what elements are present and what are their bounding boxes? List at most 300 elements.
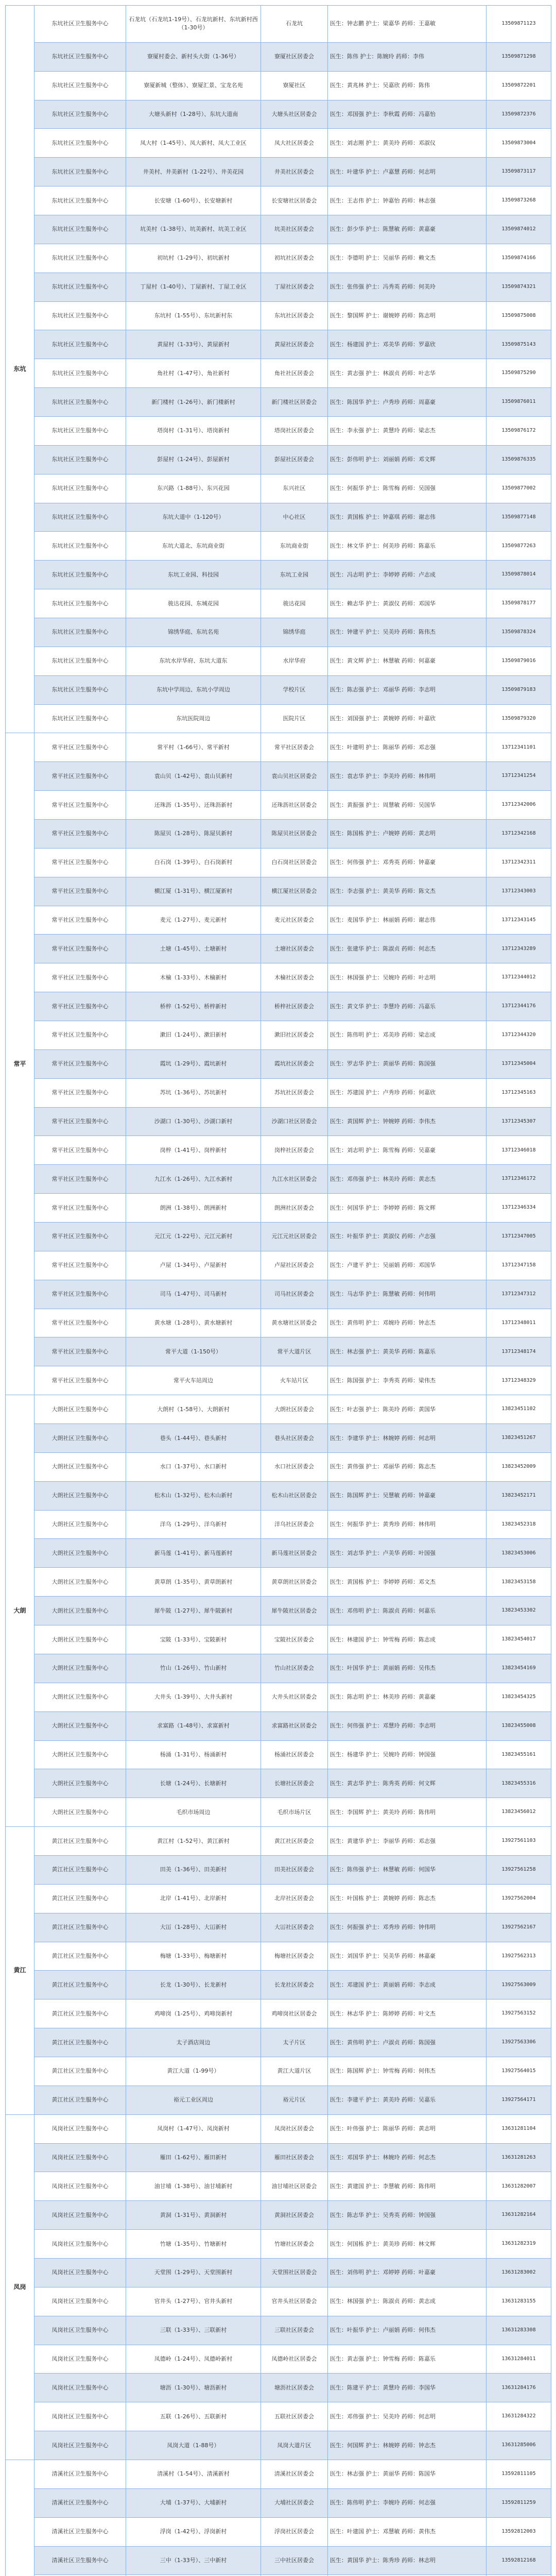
address-cell: 麦元（1-27号）、麦元新村 xyxy=(126,906,261,935)
address-cell: 木棆（1-33号）、木棆新村 xyxy=(126,963,261,992)
staff-cell: 医生：叶振华 护士：黄淑仪 药师：卢志强 xyxy=(328,1223,486,1251)
unit-cell: 凤岗社区卫生服务中心 xyxy=(34,2230,126,2259)
table-row xyxy=(6,963,551,992)
staff-cell: 医生：黄志强 护士：钟雪梅 药师：陈嘉乐 xyxy=(328,2345,486,2374)
unit-cell: 东坑社区卫生服务中心 xyxy=(34,129,126,158)
staff-cell: 医生：黄国栋 护士：钟嘉琪 药师：谢志伟 xyxy=(328,503,486,532)
address-cell: 犀牛陂（1-27号）、犀牛陂新村 xyxy=(126,1597,261,1625)
table-row xyxy=(6,561,551,589)
address-cell: 新门楼村（1-26号）、新门楼新村 xyxy=(126,388,261,417)
address-cell: 白石岗（1-39号）、白石岗新村 xyxy=(126,848,261,877)
table-row xyxy=(6,1568,551,1597)
phone-cell: 13509876011 xyxy=(486,388,551,417)
address-cell: 松木山（1-32号）、松木山新村 xyxy=(126,1481,261,1510)
staff-cell: 医生：邓伟强 护士：吴美玲 药师：何志明 xyxy=(328,2402,486,2431)
site-cell: 田美社区居委会 xyxy=(261,1855,328,1884)
unit-cell: 东坑社区卫生服务中心 xyxy=(34,416,126,445)
site-cell: 黄江社区居委会 xyxy=(261,1827,328,1856)
unit-cell: 常平社区卫生服务中心 xyxy=(34,848,126,877)
site-cell: 桥梓社区居委会 xyxy=(261,992,328,1021)
phone-cell: 13712345004 xyxy=(486,1049,551,1078)
staff-cell: 医生：彭伟明 护士：刘丽娟 药师：邓文辉 xyxy=(328,445,486,474)
staff-cell: 医生：李志强 护士：黄美华 药师：陈文杰 xyxy=(328,877,486,906)
address-cell: 锦绣华庭、东坑名苑 xyxy=(126,618,261,647)
site-cell: 土塘社区居委会 xyxy=(261,935,328,963)
site-cell: 梅塘社区居委会 xyxy=(261,1942,328,1971)
table-row xyxy=(6,100,551,129)
address-cell: 清溪村（1-54号）、清溪新村 xyxy=(126,2460,261,2488)
staff-cell: 医生：陈国强 护士：李秀英 药师：梁伟杰 xyxy=(328,1366,486,1395)
staff-cell: 医生：黄伟明 护士：邓婉玲 药师：钟志杰 xyxy=(328,1309,486,1337)
staff-cell: 医生：黄建华 护士：李丽华 药师：邓志强 xyxy=(328,1827,486,1856)
unit-cell: 黄江社区卫生服务中心 xyxy=(34,1942,126,1971)
address-cell: 杨涌（1-31号）、杨涌新村 xyxy=(126,1740,261,1769)
address-cell: 寮厦新城（整体）、寮厦汇景、宝龙名苑 xyxy=(126,71,261,100)
table-row xyxy=(6,647,551,675)
address-cell: 裕元工业区周边 xyxy=(126,2086,261,2114)
phone-cell: 13631284011 xyxy=(486,2345,551,2374)
staff-cell: 医生：陈志强 护士：邓丽华 药师：李志明 xyxy=(328,675,486,704)
address-cell: 浮岗（1-42号）、浮岗新村 xyxy=(126,2517,261,2546)
phone-cell: 13509873004 xyxy=(486,129,551,158)
address-cell: 东坑水岸华府、东坑大道东 xyxy=(126,647,261,675)
phone-cell: 13927563152 xyxy=(486,1999,551,2028)
site-cell: 北岸社区居委会 xyxy=(261,1884,328,1913)
phone-cell: 13509876335 xyxy=(486,445,551,474)
table-row xyxy=(6,273,551,301)
address-cell: 苏坑（1-36号）、苏坑新村 xyxy=(126,1078,261,1107)
phone-cell: 13592811259 xyxy=(486,2488,551,2517)
phone-cell: 13509872201 xyxy=(486,71,551,100)
unit-cell: 东坑社区卫生服务中心 xyxy=(34,100,126,129)
staff-cell: 医生：邓建国 护士：黄丽娟 药师：李志成 xyxy=(328,1971,486,1999)
staff-cell: 医生：黄伟强 护士：邓丽华 药师：陈志杰 xyxy=(328,1452,486,1481)
table-row xyxy=(6,2114,551,2143)
phone-cell: 13631285006 xyxy=(486,2431,551,2460)
address-cell: 太子酒店周边 xyxy=(126,2028,261,2057)
unit-cell: 大朗社区卫生服务中心 xyxy=(34,1597,126,1625)
unit-cell: 黄江社区卫生服务中心 xyxy=(34,2028,126,2057)
staff-cell: 医生：何振华 护士：陈雪梅 药师：吴国强 xyxy=(328,474,486,503)
phone-cell: 13631283002 xyxy=(486,2258,551,2287)
site-cell: 初坑社区居委会 xyxy=(261,244,328,273)
table-row xyxy=(6,1539,551,1568)
phone-cell: 13631281263 xyxy=(486,2143,551,2172)
table-row xyxy=(6,1078,551,1107)
address-cell: 常平村（1-66号）、常平新村 xyxy=(126,733,261,762)
address-cell: 黄江大道（1-99号） xyxy=(126,2057,261,2086)
table-row xyxy=(6,388,551,417)
phone-cell: 13509877263 xyxy=(486,532,551,561)
staff-cell: 医生：叶建明 护士：陈丽华 药师：邓志强 xyxy=(328,733,486,762)
phone-cell: 13631282319 xyxy=(486,2230,551,2259)
table-row xyxy=(6,71,551,100)
unit-cell: 黄江社区卫生服务中心 xyxy=(34,1971,126,1999)
site-cell: 常平大道片区 xyxy=(261,1337,328,1366)
table-row xyxy=(6,1424,551,1453)
table-row xyxy=(6,2488,551,2517)
table-row xyxy=(6,42,551,71)
staff-cell: 医生：黄志华 护士：陈秀英 药师：何文辉 xyxy=(328,1769,486,1798)
address-cell: 凤岗大道（1-88号） xyxy=(126,2431,261,2460)
unit-cell: 常平社区卫生服务中心 xyxy=(34,733,126,762)
unit-cell: 凤岗社区卫生服务中心 xyxy=(34,2143,126,2172)
staff-cell: 医生：陈伟 护士：陈婉玲 药师：李伟 xyxy=(328,42,486,71)
table-row xyxy=(6,158,551,187)
site-cell: 裕元片区 xyxy=(261,2086,328,2114)
phone-cell: 13509879320 xyxy=(486,704,551,733)
unit-cell: 黄江社区卫生服务中心 xyxy=(34,1999,126,2028)
address-cell: 鸡啼岗（1-25号）、鸡啼岗新村 xyxy=(126,1999,261,2028)
unit-cell: 黄江社区卫生服务中心 xyxy=(34,1827,126,1856)
phone-cell: 13712344320 xyxy=(486,1021,551,1050)
unit-cell: 凤岗社区卫生服务中心 xyxy=(34,2374,126,2402)
staff-cell: 医生：何国栋 护士：黄美珍 药师：林文辉 xyxy=(328,2230,486,2259)
unit-cell: 清溪社区卫生服务中心 xyxy=(34,2488,126,2517)
table-row xyxy=(6,2201,551,2230)
phone-cell: 13927563009 xyxy=(486,1971,551,1999)
address-cell: 油甘埔（1-38号）、油甘埔新村 xyxy=(126,2172,261,2201)
site-cell: 松木山社区居委会 xyxy=(261,1481,328,1510)
address-cell: 大冚（1-28号）、大冚新村 xyxy=(126,1913,261,1942)
staff-cell: 医生：林志强 护士：黄美华 药师：陈嘉乐 xyxy=(328,1337,486,1366)
address-cell: 井美村、井美新村（1-22号）、井美花园 xyxy=(126,158,261,187)
staff-cell: 医生：叶国栋 护士：黄婉婷 药师：陈志杰 xyxy=(328,1884,486,1913)
staff-cell: 医生：林建国 护士：钟雪梅 药师：陈志成 xyxy=(328,1625,486,1654)
phone-cell: 13631282164 xyxy=(486,2201,551,2230)
phone-cell: 13823454325 xyxy=(486,1683,551,1711)
site-cell: 犀牛陂社区居委会 xyxy=(261,1597,328,1625)
unit-cell: 常平社区卫生服务中心 xyxy=(34,1021,126,1050)
address-cell: 梅塘（1-33号）、梅塘新村 xyxy=(126,1942,261,1971)
staff-cell: 医生：马志华 护士：陈慧敏 药师：何伟明 xyxy=(328,1280,486,1309)
staff-cell: 医生：杨建华 护士：吴婉玲 药师：钟国强 xyxy=(328,1740,486,1769)
phone-cell: 13927563306 xyxy=(486,2028,551,2057)
phone-cell: 13927564015 xyxy=(486,2057,551,2086)
phone-cell: 13509875290 xyxy=(486,359,551,388)
staff-cell: 医生：卢建平 护士：吴丽娟 药师：邓国华 xyxy=(328,1251,486,1280)
roster-body xyxy=(6,6,551,2576)
site-cell: 木棆社区居委会 xyxy=(261,963,328,992)
unit-cell: 东坑社区卫生服务中心 xyxy=(34,532,126,561)
staff-cell: 医生：陈建平 护士：黄慧玲 药师：李国华 xyxy=(328,2374,486,2402)
site-cell: 大井头社区居委会 xyxy=(261,1683,328,1711)
phone-cell: 13712345163 xyxy=(486,1078,551,1107)
staff-cell: 医生：钟志鹏 护士：梁嘉华 药师：王嘉敏 xyxy=(328,6,486,43)
site-cell: 竹塘社区居委会 xyxy=(261,2230,328,2259)
address-cell: 东坑工业园、科技园 xyxy=(126,561,261,589)
table-row xyxy=(6,1884,551,1913)
address-cell: 袁山贝（1-42号）、袁山贝新村 xyxy=(126,762,261,791)
site-cell: 司马社区居委会 xyxy=(261,1280,328,1309)
unit-cell: 常平社区卫生服务中心 xyxy=(34,1366,126,1395)
address-cell: 三联（1-33号）、三联新村 xyxy=(126,2316,261,2345)
table-row xyxy=(6,820,551,849)
site-cell: 陈屋贝社区居委会 xyxy=(261,820,328,849)
address-cell: 黄洞（1-31号）、黄洞新村 xyxy=(126,2201,261,2230)
table-row xyxy=(6,848,551,877)
table-row xyxy=(6,301,551,330)
unit-cell: 大朗社区卫生服务中心 xyxy=(34,1740,126,1769)
table-row xyxy=(6,1913,551,1942)
unit-cell: 东坑社区卫生服务中心 xyxy=(34,618,126,647)
unit-cell: 凤岗社区卫生服务中心 xyxy=(34,2287,126,2316)
phone-cell: 13712348011 xyxy=(486,1309,551,1337)
table-row xyxy=(6,1597,551,1625)
site-cell: 寮厦社区 xyxy=(261,71,328,100)
address-cell: 大朗村（1-58号）、大朗新村 xyxy=(126,1395,261,1424)
staff-cell: 医生：黄志强 护士：林淑贞 药师：叶志华 xyxy=(328,359,486,388)
address-cell: 常平大道（1-150号） xyxy=(126,1337,261,1366)
site-cell: 朗洲社区居委会 xyxy=(261,1194,328,1223)
phone-cell: 13592811105 xyxy=(486,2460,551,2488)
staff-cell: 医生：叶国华 护士：黄丽娟 药师：吴伟杰 xyxy=(328,1654,486,1683)
unit-cell: 大朗社区卫生服务中心 xyxy=(34,1539,126,1568)
staff-cell: 医生：叶振华 护士：卢丽娟 药师：何伟杰 xyxy=(328,2316,486,2345)
phone-cell: 13712342168 xyxy=(486,820,551,849)
staff-cell: 医生：黄国华 护士：陈秀珍 药师：林志明 xyxy=(328,2546,486,2575)
table-row xyxy=(6,1395,551,1424)
site-cell: 黄水塘社区居委会 xyxy=(261,1309,328,1337)
phone-cell: 13509878014 xyxy=(486,561,551,589)
site-cell: 凤大社区居委会 xyxy=(261,129,328,158)
site-cell: 鸡啼岗社区居委会 xyxy=(261,1999,328,2028)
unit-cell: 常平社区卫生服务中心 xyxy=(34,906,126,935)
phone-cell: 13712348329 xyxy=(486,1366,551,1395)
site-cell: 水岸华府 xyxy=(261,647,328,675)
address-cell: 沙湖口（1-30号）、沙湖口新村 xyxy=(126,1107,261,1136)
phone-cell: 13823454017 xyxy=(486,1625,551,1654)
table-row xyxy=(6,2057,551,2086)
staff-cell: 医生：刘志刚 护士：黄美玲 药师：邓淑仪 xyxy=(328,129,486,158)
phone-cell: 13712348174 xyxy=(486,1337,551,1366)
site-cell: 长安塘社区居委会 xyxy=(261,187,328,215)
table-row xyxy=(6,1510,551,1539)
staff-cell: 医生：陈伟明 护士：邓美珍 药师：梁志成 xyxy=(328,1021,486,1050)
unit-cell: 东坑社区卫生服务中心 xyxy=(34,244,126,273)
unit-cell: 黄江社区卫生服务中心 xyxy=(34,2086,126,2114)
phone-cell: 13927562313 xyxy=(486,1942,551,1971)
address-cell: 常平火车站周边 xyxy=(126,1366,261,1395)
phone-cell: 13509873117 xyxy=(486,158,551,187)
table-row xyxy=(6,416,551,445)
address-cell: 竹山（1-26号）、竹山新村 xyxy=(126,1654,261,1683)
site-cell: 还珠沥社区居委会 xyxy=(261,791,328,820)
unit-cell: 凤岗社区卫生服务中心 xyxy=(34,2402,126,2431)
phone-cell: 13509879016 xyxy=(486,647,551,675)
phone-cell: 13712344176 xyxy=(486,992,551,1021)
table-row xyxy=(6,445,551,474)
address-cell: 大塘头新村（1-28号）、东坑大道南 xyxy=(126,100,261,129)
unit-cell: 常平社区卫生服务中心 xyxy=(34,762,126,791)
site-cell: 黄草朗社区居委会 xyxy=(261,1568,328,1597)
unit-cell: 东坑社区卫生服务中心 xyxy=(34,359,126,388)
staff-cell: 医生：刘伟明 护士：邓婷婷 药师：叶嘉豪 xyxy=(328,2258,486,2287)
table-row xyxy=(6,762,551,791)
table-row xyxy=(6,935,551,963)
table-row xyxy=(6,1280,551,1309)
unit-cell: 大朗社区卫生服务中心 xyxy=(34,1452,126,1481)
unit-cell: 东坑社区卫生服务中心 xyxy=(34,445,126,474)
address-cell: 东坑大道北、东坑商业街 xyxy=(126,532,261,561)
town-cell: 大朗 xyxy=(6,1395,34,1827)
phone-cell: 13712347158 xyxy=(486,1251,551,1280)
phone-cell: 13712346018 xyxy=(486,1136,551,1165)
table-row xyxy=(6,215,551,244)
address-cell: 初坑村（1-29号）、初坑新村 xyxy=(126,244,261,273)
unit-cell: 常平社区卫生服务中心 xyxy=(34,1078,126,1107)
address-cell: 塔岗村（1-31号）、塔岗新村 xyxy=(126,416,261,445)
address-cell: 骏达花园、东城花园 xyxy=(126,589,261,618)
table-row xyxy=(6,1309,551,1337)
phone-cell: 13509879183 xyxy=(486,675,551,704)
table-row xyxy=(6,244,551,273)
table-row xyxy=(6,1654,551,1683)
staff-cell: 医生：邓国华 护士：林婉玲 药师：何志杰 xyxy=(328,2143,486,2172)
phone-cell: 13509874321 xyxy=(486,273,551,301)
phone-cell: 13509878324 xyxy=(486,618,551,647)
site-cell: 东坑工业园 xyxy=(261,561,328,589)
site-cell: 大塘头社区居委会 xyxy=(261,100,328,129)
unit-cell: 凤岗社区卫生服务中心 xyxy=(34,2201,126,2230)
site-cell: 中心社区 xyxy=(261,503,328,532)
table-row xyxy=(6,1798,551,1827)
site-cell: 三中社区居委会 xyxy=(261,2546,328,2575)
table-row xyxy=(6,2431,551,2460)
phone-cell: 13712345307 xyxy=(486,1107,551,1136)
site-cell: 大冚社区居委会 xyxy=(261,1913,328,1942)
unit-cell: 东坑社区卫生服务中心 xyxy=(34,330,126,359)
phone-cell: 13712347312 xyxy=(486,1280,551,1309)
phone-cell: 13823451267 xyxy=(486,1424,551,1453)
table-row xyxy=(6,992,551,1021)
address-cell: 霞坑（1-29号）、霞坑新村 xyxy=(126,1049,261,1078)
address-cell: 元江元（1-22号）、元江元新村 xyxy=(126,1223,261,1251)
address-cell: 东坑医院周边 xyxy=(126,704,261,733)
table-row xyxy=(6,474,551,503)
phone-cell: 13823455161 xyxy=(486,1740,551,1769)
table-row xyxy=(6,1337,551,1366)
phone-cell: 13712343003 xyxy=(486,877,551,906)
unit-cell: 常平社区卫生服务中心 xyxy=(34,963,126,992)
site-cell: 清溪社区居委会 xyxy=(261,2460,328,2488)
address-cell: 雁田（1-62号）、雁田新村 xyxy=(126,2143,261,2172)
phone-cell: 13509876172 xyxy=(486,416,551,445)
unit-cell: 东坑社区卫生服务中心 xyxy=(34,647,126,675)
site-cell: 卢屋社区居委会 xyxy=(261,1251,328,1280)
staff-cell: 医生：陈国辉 护士：吴慧敏 药师：钟嘉豪 xyxy=(328,1481,486,1510)
address-cell: 黄水塘（1-28号）、黄水塘新村 xyxy=(126,1309,261,1337)
site-cell: 凤岗大道片区 xyxy=(261,2431,328,2460)
site-cell: 东坑社区居委会 xyxy=(261,301,328,330)
unit-cell: 常平社区卫生服务中心 xyxy=(34,1223,126,1251)
unit-cell: 东坑社区卫生服务中心 xyxy=(34,273,126,301)
address-cell: 凤大村（1-45号）、凤大新村、凤大工业区 xyxy=(126,129,261,158)
table-row xyxy=(6,6,551,43)
address-cell: 东兴路（1-88号）、东兴花园 xyxy=(126,474,261,503)
address-cell: 洋乌（1-29号）、洋乌新村 xyxy=(126,1510,261,1539)
site-cell: 麦元社区居委会 xyxy=(261,906,328,935)
phone-cell: 13823453006 xyxy=(486,1539,551,1568)
phone-cell: 13631283155 xyxy=(486,2287,551,2316)
phone-cell: 13927562167 xyxy=(486,1913,551,1942)
table-row xyxy=(6,2086,551,2114)
unit-cell: 大朗社区卫生服务中心 xyxy=(34,1798,126,1827)
phone-cell: 13509878177 xyxy=(486,589,551,618)
phone-cell: 13712343289 xyxy=(486,935,551,963)
phone-cell: 13509872376 xyxy=(486,100,551,129)
phone-cell: 13823453158 xyxy=(486,1568,551,1597)
phone-cell: 13712341101 xyxy=(486,733,551,762)
table-row xyxy=(6,1769,551,1798)
site-cell: 长龙社区居委会 xyxy=(261,1971,328,1999)
table-row xyxy=(6,2546,551,2575)
site-cell: 元江元社区居委会 xyxy=(261,1223,328,1251)
staff-cell: 医生：林国强 护士：吴婉玲 药师：叶志明 xyxy=(328,963,486,992)
unit-cell: 常平社区卫生服务中心 xyxy=(34,1107,126,1136)
address-cell: 桥梓（1-52号）、桥梓新村 xyxy=(126,992,261,1021)
phone-cell: 13509874012 xyxy=(486,215,551,244)
staff-cell: 医生：叶志强 护士：陈美玲 药师：黄国华 xyxy=(328,1395,486,1424)
address-cell: 官井头（1-27号）、官井头新村 xyxy=(126,2287,261,2316)
phone-cell: 13509875008 xyxy=(486,301,551,330)
address-cell: 彭屋村（1-24号）、彭屋新村 xyxy=(126,445,261,474)
phone-cell: 13509871298 xyxy=(486,42,551,71)
table-row xyxy=(6,1942,551,1971)
table-row xyxy=(6,589,551,618)
table-row xyxy=(6,791,551,820)
address-cell: 毛织市场周边 xyxy=(126,1798,261,1827)
unit-cell: 常平社区卫生服务中心 xyxy=(34,1049,126,1078)
table-row xyxy=(6,906,551,935)
site-cell: 横江厦社区居委会 xyxy=(261,877,328,906)
site-cell: 丁屋社区居委会 xyxy=(261,273,328,301)
address-cell: 大井头（1-39号）、大井头新村 xyxy=(126,1683,261,1711)
staff-cell: 医生：刘国华 护士：吴美华 药师：林嘉豪 xyxy=(328,1942,486,1971)
staff-cell: 医生：李永强 护士：黄慧玲 药师：梁志杰 xyxy=(328,416,486,445)
address-cell: 五联（1-26号）、五联新村 xyxy=(126,2402,261,2431)
staff-cell: 医生：李建华 护士：林婉婷 药师：何志明 xyxy=(328,1424,486,1453)
address-cell: 丁屋村（1-40号）、丁屋新村、丁屋工业区 xyxy=(126,273,261,301)
unit-cell: 凤岗社区卫生服务中心 xyxy=(34,2114,126,2143)
phone-cell: 13823452318 xyxy=(486,1510,551,1539)
address-cell: 朗洲（1-38号）、朗洲新村 xyxy=(126,1194,261,1223)
site-cell: 角社社区居委会 xyxy=(261,359,328,388)
address-cell: 角社村（1-47号）、角社新村 xyxy=(126,359,261,388)
staff-cell: 医生：何振华 护士：黄秀珍 药师：林伟明 xyxy=(328,1510,486,1539)
table-row xyxy=(6,503,551,532)
unit-cell: 凤岗社区卫生服务中心 xyxy=(34,2258,126,2287)
staff-cell: 医生：张伟强 护士：冯秀英 药师：何美玲 xyxy=(328,273,486,301)
unit-cell: 凤岗社区卫生服务中心 xyxy=(34,2431,126,2460)
site-cell: 五联社区居委会 xyxy=(261,2402,328,2431)
staff-cell: 医生：黄建国 护士：李慧敏 药师：陈伟明 xyxy=(328,2172,486,2201)
phone-cell: 13509877148 xyxy=(486,503,551,532)
unit-cell: 大朗社区卫生服务中心 xyxy=(34,1711,126,1740)
site-cell: 学校片区 xyxy=(261,675,328,704)
unit-cell: 大朗社区卫生服务中心 xyxy=(34,1481,126,1510)
site-cell: 巷头社区居委会 xyxy=(261,1424,328,1453)
table-row xyxy=(6,1625,551,1654)
unit-cell: 黄江社区卫生服务中心 xyxy=(34,1884,126,1913)
address-cell: 司马（1-47号）、司马新村 xyxy=(126,1280,261,1309)
phone-cell: 13712346334 xyxy=(486,1194,551,1223)
staff-cell: 医生：赖志华 护士：黄淑仪 药师：邓国华 xyxy=(328,589,486,618)
phone-cell: 13823453302 xyxy=(486,1597,551,1625)
site-cell: 黄屋社区居委会 xyxy=(261,330,328,359)
phone-cell: 13592812003 xyxy=(486,2517,551,2546)
staff-cell: 医生：林志华 护士：陈婷婷 药师：叶文杰 xyxy=(328,1999,486,2028)
